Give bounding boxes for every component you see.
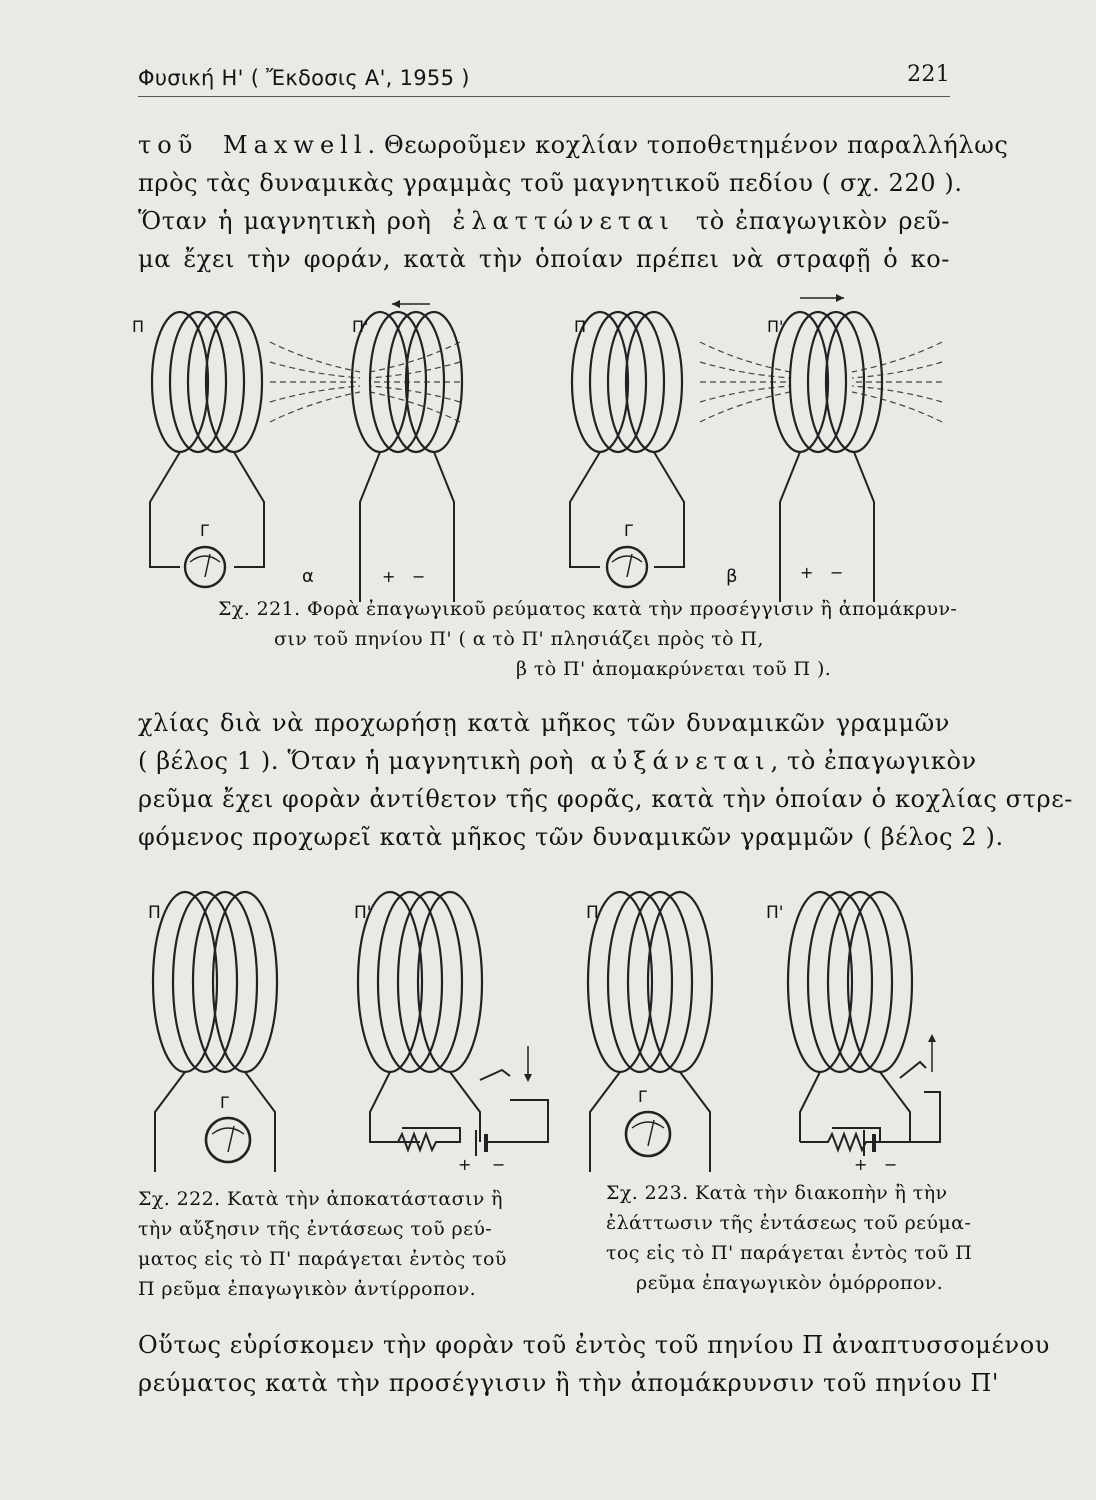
caption-223-line-3: τος εἰς τὸ Π' παράγεται ἐντὸς τοῦ Π [606,1242,973,1264]
paragraph-1-line-2: πρὸς τὰς δυναμικὰς γραμμὰς τοῦ μαγνητικοῦ πεδίου ( σχ. 220 ). [138,169,963,197]
label-alpha: α [302,566,314,587]
caption-223-line-2: ἐλάττωσιν τῆς ἐντάσεως τοῦ ρεύμα- [606,1212,972,1234]
coil-label-p-beta: Π [574,317,587,336]
caption-222-line-1: Σχ. 222. Κατὰ τὴν ἀποκατάστασιν ἢ [138,1188,503,1210]
figure-221 [130,292,960,602]
running-header [138,62,950,97]
paragraph-1-line-4: μα ἔχει τὴν φοράν, κατὰ τὴν ὁποίαν πρέπει νὰ στραφῇ ὁ κο- [138,245,950,273]
paragraph-2-line-2: ( βέλος 1 ). Ὅταν ἡ μαγνητικὴ ροὴ αὐξάνεται, τὸ ἐπαγωγικὸν [138,747,977,775]
coil-p-prime-alpha [352,312,462,602]
rheostat-223 [800,1128,880,1150]
emphasis-increases: αὐξάνεται [590,747,771,775]
caption-221-line-1: Σχ. 221. Φορὰ ἐπαγωγικοῦ ρεύματος κατὰ τὴν προσέγγισιν ἢ ἀπομάκρυν- [218,598,958,620]
label-beta: β [726,566,738,587]
galvanometer-223 [626,1112,670,1156]
switch-key-222 [480,1070,510,1080]
battery-minus-223: − [884,1155,898,1172]
paragraph-2-line-1: χλίας διὰ νὰ προχωρήσῃ κατὰ μῆκος τῶν δυναμικῶν γραμμῶν [138,709,950,737]
galvanometer-label-223: Γ [638,1087,647,1106]
rheostat-222 [370,1128,460,1150]
battery-plus-beta: + [800,563,814,582]
coil-label-p-prime-222: Π' [354,903,372,923]
battery-plus-223: + [854,1155,868,1172]
paragraph-2-line-4: φόμενος προχωρεῖ κατὰ μῆκος τῶν δυναμικῶν γραμμῶν ( βέλος 2 ). [138,823,1004,851]
maxwell-name: Maxwell [223,131,368,159]
galvanometer-label-222: Γ [220,1093,229,1112]
battery-minus-alpha: − [412,567,426,586]
battery-plus-222: + [458,1155,472,1172]
coil-label-p-223: Π [586,903,599,923]
battery-minus-beta: − [830,563,844,582]
coil-p-223 [588,892,712,1172]
figures-222-223 [140,872,960,1172]
coil-p-222 [153,892,277,1172]
paragraph-1-line-3: Ὅταν ἡ μαγνητικὴ ροὴ ἐλαττώνεται τὸ ἐπαγωγικὸν ρεῦ- [138,207,950,235]
galvanometer-label-beta: Γ [624,521,633,540]
coil-label-p-prime-alpha: Π' [352,317,369,336]
page-number: 221 [907,62,950,87]
caption-222-line-4: Π ρεῦμα ἐπαγωγικὸν ἀντίρροπον. [138,1278,477,1300]
paragraph-1 [138,126,1009,278]
emphasis-decreases: ἐλαττώνεται [452,207,675,235]
caption-223-line-4: ρεῦμα ἐπαγωγικὸν ὁμόρροπον. [636,1272,944,1294]
paragraph-2 [138,704,1073,856]
galvanometer-beta [607,547,647,587]
coil-label-p-prime-beta: Π' [767,317,784,336]
paragraph-3-line-1: Οὕτως εὑρίσκομεν τὴν φορὰν τοῦ ἐντὸς τοῦ πηνίου Π ἀναπτυσσομένου [138,1331,1050,1359]
battery-plus-alpha: + [382,567,396,586]
caption-222-line-2: τὴν αὔξησιν τῆς ἐντάσεως τοῦ ρεύ- [138,1218,493,1240]
paragraph-3 [138,1326,1050,1402]
battery-minus-222: − [492,1155,506,1172]
paragraph-1-line-1: τοῦ Maxwell. Θεωροῦμεν κοχλίαν τοποθετημένον παραλλήλως [138,131,1009,159]
coil-p-prime-223 [788,892,912,1142]
coil-p-prime-222 [358,892,482,1142]
paragraph-3-line-2: ρεύματος κατὰ τὴν προσέγγισιν ἢ τὴν ἀπομάκρυνσιν τοῦ πηνίου Π' [138,1369,1000,1397]
coil-label-p-222: Π [148,903,161,923]
caption-223-line-1: Σχ. 223. Κατὰ τὴν διακοπὴν ἢ τὴν [606,1182,948,1204]
caption-222-line-3: ματος εἰς τὸ Π' παράγεται ἐντὸς τοῦ [138,1248,507,1270]
caption-221-line-2: σιν τοῦ πηνίου Π' ( α τὸ Π' πλησιάζει πρὸς τὸ Π, [274,628,764,650]
caption-222 [138,1184,548,1304]
running-title: Φυσική Η' ( Ἔκδοσις Α', 1955 ) [138,66,470,90]
caption-221 [218,594,958,684]
paragraph-2-line-3: ρεῦμα ἔχει φορὰν ἀντίθετον τῆς φορᾶς, κατὰ τὴν ὁποίαν ὁ κοχλίας στρε- [138,785,1073,813]
coil-label-p-alpha: Π [132,317,145,336]
galvanometer-alpha [185,547,225,587]
coil-p-prime-beta [772,312,882,602]
coil-label-p-prime-223: Π' [766,903,784,923]
switch-key-223 [900,1062,926,1078]
caption-221-line-3: β τὸ Π' ἀπομακρύνεται τοῦ Π ). [516,658,832,680]
galvanometer-222 [206,1118,250,1162]
caption-223 [606,1178,973,1298]
galvanometer-label-alpha: Γ [200,521,209,540]
